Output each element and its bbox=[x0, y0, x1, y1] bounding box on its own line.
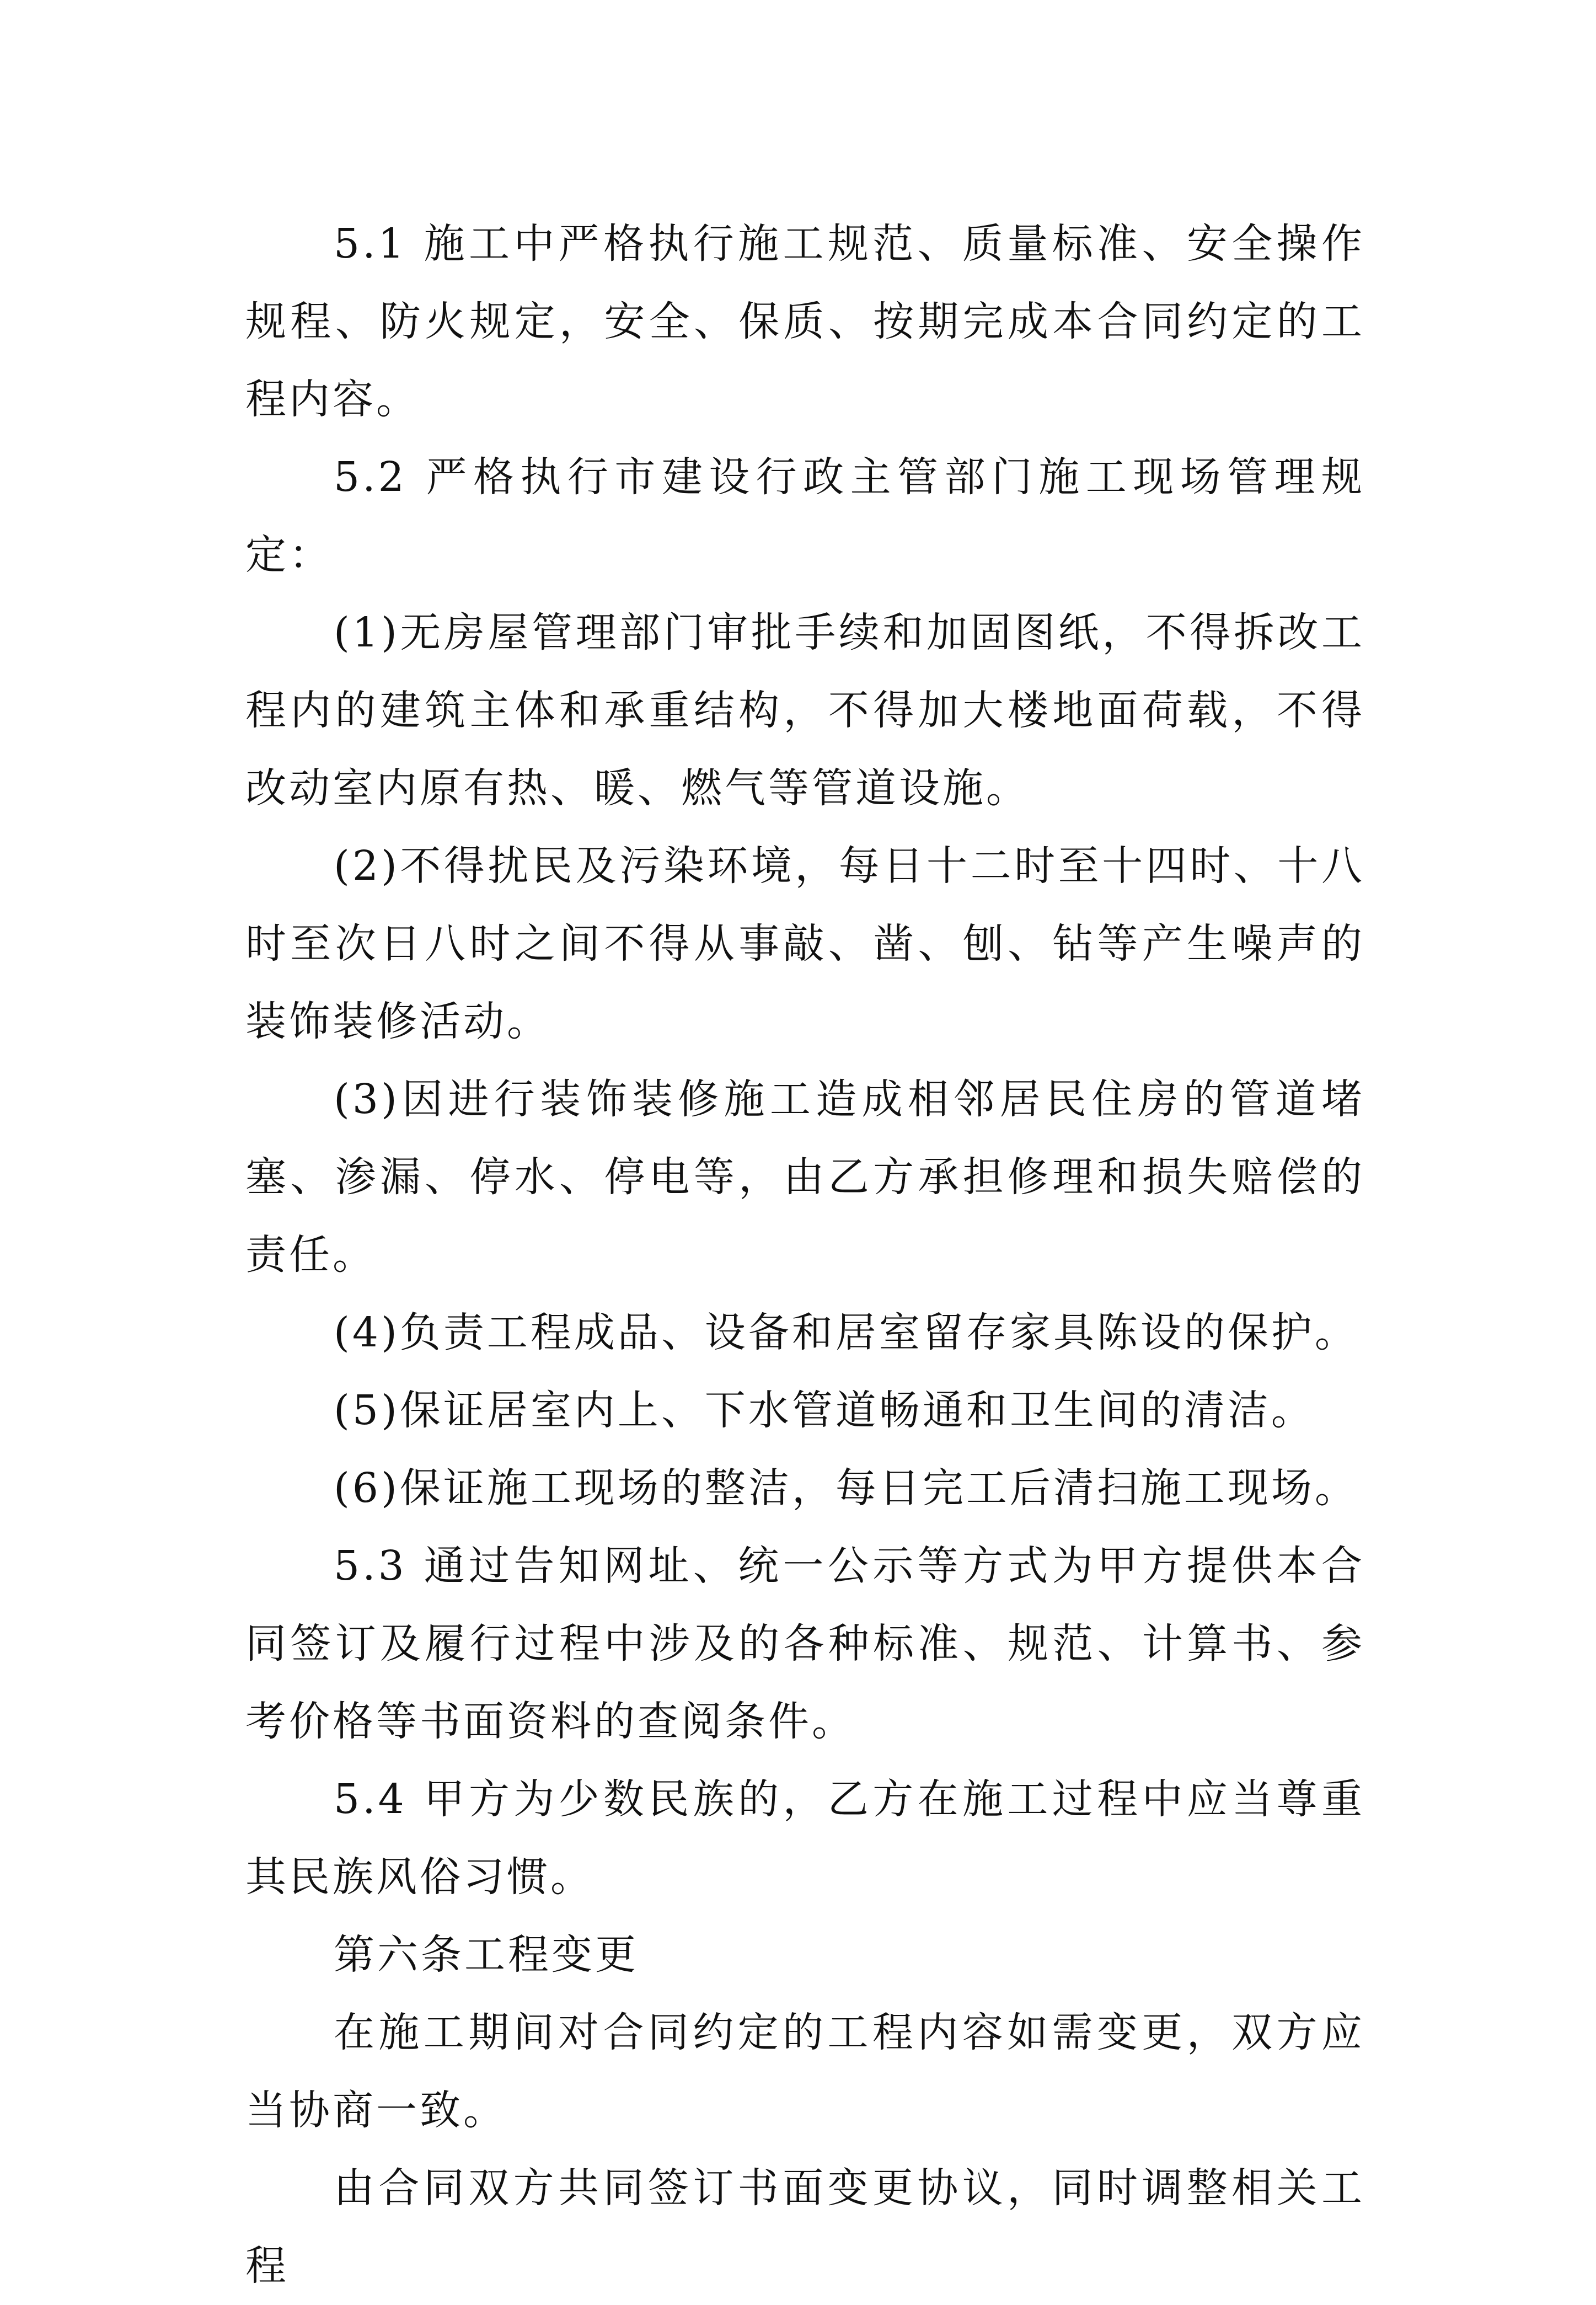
clause-5-4: 5.4 甲方为少数民族的，乙方在施工过程中应当尊重其民族风俗习惯。 bbox=[245, 1775, 1365, 1901]
article-6-paragraph-1: 在施工期间对合同约定的工程内容如需变更，双方应当协商一致。 bbox=[245, 2009, 1365, 2134]
clause-5-1: 5.1 施工中严格执行施工规范、质量标准、安全操作规程、防火规定，安全、保质、按期完成本合同约定的工程内容。 bbox=[245, 220, 1365, 423]
clause-5-2-item-3: (3)因进行装饰装修施工造成相邻居民住房的管道堵塞、渗漏、停水、停电等，由乙方承担修理和损失赔偿的责任。 bbox=[245, 1076, 1365, 1279]
article-6-heading: 第六条工程变更 bbox=[334, 1931, 639, 1978]
clause-5-2-item-1: (1)无房屋管理部门审批手续和加固图纸，不得拆改工程内的建筑主体和承重结构，不得加大楼地面荷载，不得改动室内原有热、暖、燃气等管道设施。 bbox=[245, 609, 1365, 812]
clause-5-2-item-2: (2)不得扰民及污染环境，每日十二时至十四时、十八时至次日八时之间不得从事敲、凿、刨、钻等产生噪声的装饰装修活动。 bbox=[245, 842, 1365, 1045]
clause-5-3: 5.3 通过告知网址、统一公示等方式为甲方提供本合同签订及履行过程中涉及的各种标准、规范、计算书、参考价格等书面资料的查阅条件。 bbox=[245, 1542, 1365, 1745]
document-body bbox=[245, 205, 1365, 2305]
article-6-paragraph-2: 由合同双方共同签订书面变更协议，同时调整相关工程 bbox=[245, 2164, 1365, 2290]
clause-5-2-item-5: (5)保证居室内上、下水管道畅通和卫生间的清洁。 bbox=[334, 1387, 1315, 1434]
clause-5-2: 5.2 严格执行市建设行政主管部门施工现场管理规定： bbox=[245, 453, 1365, 579]
clause-5-2-item-6: (6)保证施工现场的整洁，每日完工后清扫施工现场。 bbox=[334, 1464, 1358, 1512]
clause-5-2-item-4: (4)负责工程成品、设备和居室留存家具陈设的保护。 bbox=[334, 1309, 1358, 1356]
